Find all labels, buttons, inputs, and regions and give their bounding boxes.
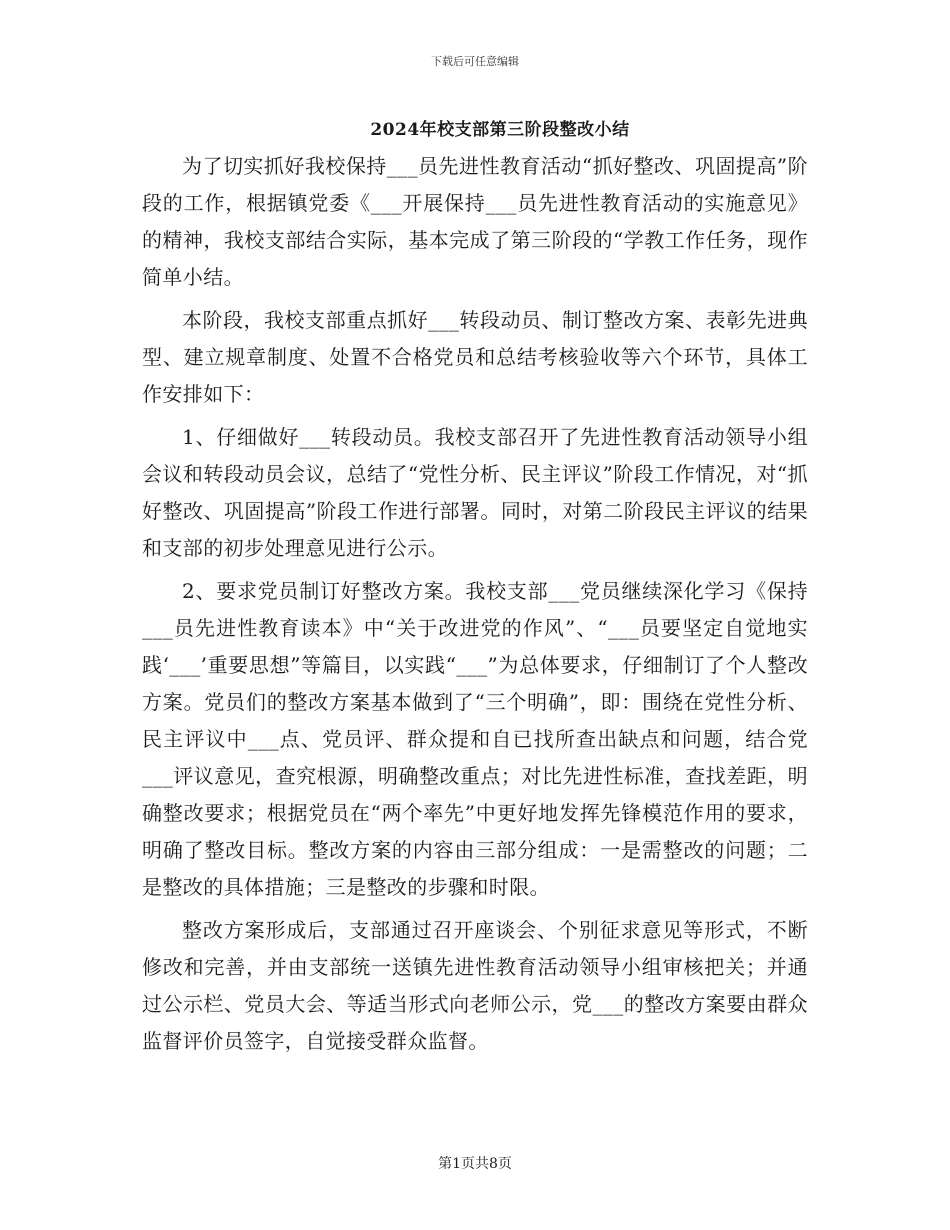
paragraph-item-1: 1、仔细做好___转段动员。我校支部召开了先进性教育活动领导小组会议和转段动员会议，总结了“党性分析、民主评议”阶段工作情况，对“抓好整改、巩固提高”阶段工作进行部署。同时，对第二阶段民主评议的结果和支部的初步处理意见进行公示。 bbox=[142, 425, 808, 560]
paragraph-overview: 本阶段，我校支部重点抓好___转段动员、制订整改方案、表彰先进典型、建立规章制度、处置不合格党员和总结考核验收等六个环节，具体工作安排如下： bbox=[142, 308, 808, 406]
page-number: 第1页共8页 bbox=[438, 1156, 512, 1172]
document-body bbox=[142, 148, 808, 1060]
document-title: 2024年校支部第三阶段整改小结 bbox=[370, 120, 630, 140]
paragraph-intro: 为了切实抓好我校保持___员先进性教育活动“抓好整改、巩固提高”阶段的工作，根据镇党委《___开展保持___员先进性教育活动的实施意见》的精神，我校支部结合实际，基本完成了第三阶段的“学教工作任务，现作简单小结。 bbox=[142, 154, 808, 289]
paragraph-item-2: 2、要求党员制订好整改方案。我校支部___党员继续深化学习《保持___员先进性教育读本》中“关于改进党的作风”、“___员要坚定自觉地实践‘___’重要思想”等篇目，以实践“___”为总体要求，仔细制订了个人整改方案。党员们的整改方案基本做到了“三个明确”，即：围绕在党性分析、民主评议中___点、党员评、群众提和自已找所查出缺点和问题，结合党___评议意见，查究根源，明确整改重点；对比先进性标准，查找差距，明确整改要求；根据党员在“两个率先”中更好地发挥先锋模范作用的要求，明确了整改目标。整改方案的内容由三部分组成：一是需整改的问题；二是整改的具体措施；三是整改的步骤和时限。 bbox=[142, 579, 808, 899]
header-note: 下载后可任意编辑 bbox=[431, 55, 519, 68]
paragraph-rectification: 整改方案形成后，支部通过召开座谈会、个别征求意见等形式，不断修改和完善，并由支部统一送镇先进性教育活动领导小组审核把关；并通过公示栏、党员大会、等适当形式向老师公示，党___的整改方案要由群众监督评价员签字，自觉接受群众监督。 bbox=[142, 918, 808, 1053]
